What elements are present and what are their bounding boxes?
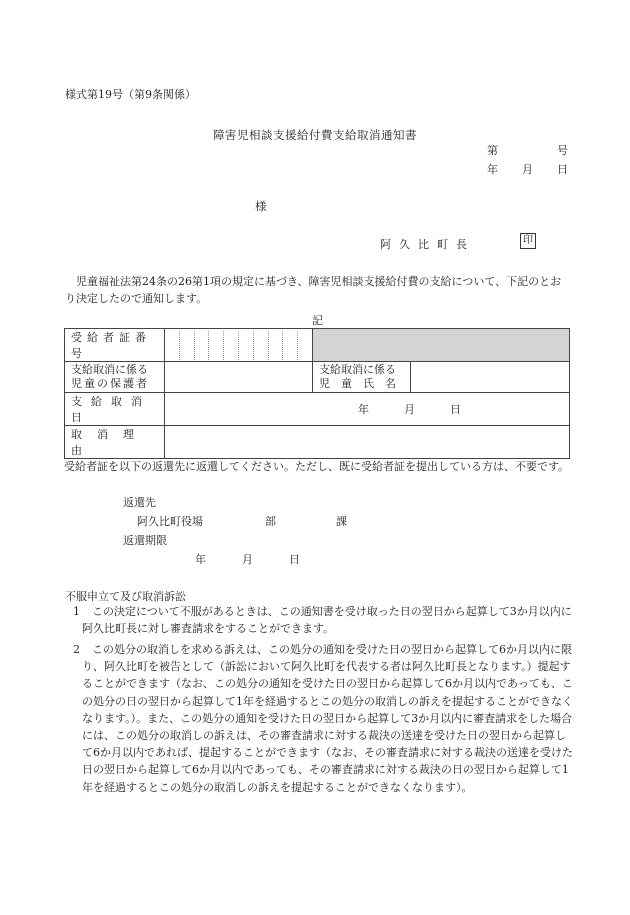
guardian-label-line1: 支給取消に係る xyxy=(71,363,148,376)
cancel-date-day: 日 xyxy=(450,403,461,416)
appeal-item-number: 1 xyxy=(73,605,80,618)
child-name-field[interactable] xyxy=(411,362,570,393)
document-title: 障害児相談支援給付費支給取消通知書 xyxy=(213,128,417,142)
form-number: 様式第19号（第9条関係） xyxy=(65,88,196,101)
child-label-line2: 児 童 氏 名 xyxy=(319,377,396,390)
table-row xyxy=(65,393,570,426)
date-year: 年 xyxy=(487,163,498,176)
intro-paragraph: 児童福祉法第24条の26第1項の規定に基づき、障害児相談支援給付費の支給について、下記のとおり決定したので通知します。 xyxy=(65,275,562,305)
child-label-line1: 支給取消に係る xyxy=(319,363,396,376)
appeal-item-number: 2 xyxy=(73,643,80,656)
appeal-item-text: この決定について不服があるときは、この通知書を受け取った日の翌日から起算して3か月以内に阿久比町長に対し審査請求をすることができます。 xyxy=(82,605,572,636)
return-deadline-month: 月 xyxy=(242,553,253,566)
reason-label: 取消理由 xyxy=(65,426,165,459)
return-note: 受給者証を以下の返還先に返還してください。ただし、既に受給者証を提出している方は、不要です。 xyxy=(64,460,570,473)
guardian-field[interactable] xyxy=(165,362,313,393)
doc-number-suffix: 号 xyxy=(557,144,568,157)
date-month: 月 xyxy=(522,163,533,176)
return-destination-label: 返還先 xyxy=(123,496,156,509)
ki-heading: 記 xyxy=(312,314,323,327)
child-label xyxy=(313,362,411,393)
details-table xyxy=(64,328,570,459)
doc-number-prefix: 第 xyxy=(487,144,498,157)
return-ka: 課 xyxy=(336,515,347,528)
cancel-date-month: 月 xyxy=(404,403,415,416)
table-row xyxy=(65,362,570,393)
table-row xyxy=(65,426,570,459)
table-row xyxy=(65,329,570,362)
addressee-suffix: 様 xyxy=(255,199,267,213)
return-office: 阿久比町役場 xyxy=(137,515,203,528)
appeal-item-text: この処分の取消しを求める訴えは、この処分の通知を受けた日の翌日から起算して6か月以内に限り、阿久比町を被告として（訴訟において阿久比町を代表する者は阿久比町長となります。）提起することができます（なお、この処分の通知を受けた日の翌日から起算して6か月以内であっても、この処分の日の翌日から起算して1年を経過するとこの処分の取消しの訴えを提起することができなくなります。）。また、この処分の通知を受けた日の翌日から起算して3か月以内に審査請求をした場合には、この処分の取消しの訴えは、その審査請求に対する裁決の送達を受けた日の翌日から起算して6か月以内であれば、提起することができます（なお、その審査請求に対する裁決の送達を受けた日の翌日から起算して6か月以内であっても、その審査請求に対する裁決の日の翌日から起算して1年を経過するとこの処分の取消しの訴えを提起することができなくなります）。 xyxy=(82,643,573,794)
return-bu: 部 xyxy=(265,515,276,528)
certificate-number-field[interactable] xyxy=(165,329,313,362)
return-deadline-year: 年 xyxy=(195,553,206,566)
guardian-label xyxy=(65,362,165,393)
certificate-number-label: 受給者証番号 xyxy=(65,329,165,362)
seal-mark: 印 xyxy=(520,233,536,249)
appeal-title: 不服申立て及び取消訴訟 xyxy=(65,590,186,603)
return-deadline-label: 返還期限 xyxy=(123,534,167,547)
cancel-date-field[interactable] xyxy=(165,393,570,426)
shaded-cell xyxy=(313,329,570,362)
date-day: 日 xyxy=(557,163,568,176)
guardian-label-line2: 児童の保護者 xyxy=(71,377,149,390)
cancel-date-label: 支給取消日 xyxy=(65,393,165,426)
reason-field[interactable] xyxy=(165,426,570,459)
return-deadline-day: 日 xyxy=(289,553,300,566)
list-item xyxy=(65,603,573,637)
issuer-name: 阿久比町長 xyxy=(380,238,475,251)
list-item xyxy=(65,641,573,796)
cancel-date-year: 年 xyxy=(358,403,369,416)
